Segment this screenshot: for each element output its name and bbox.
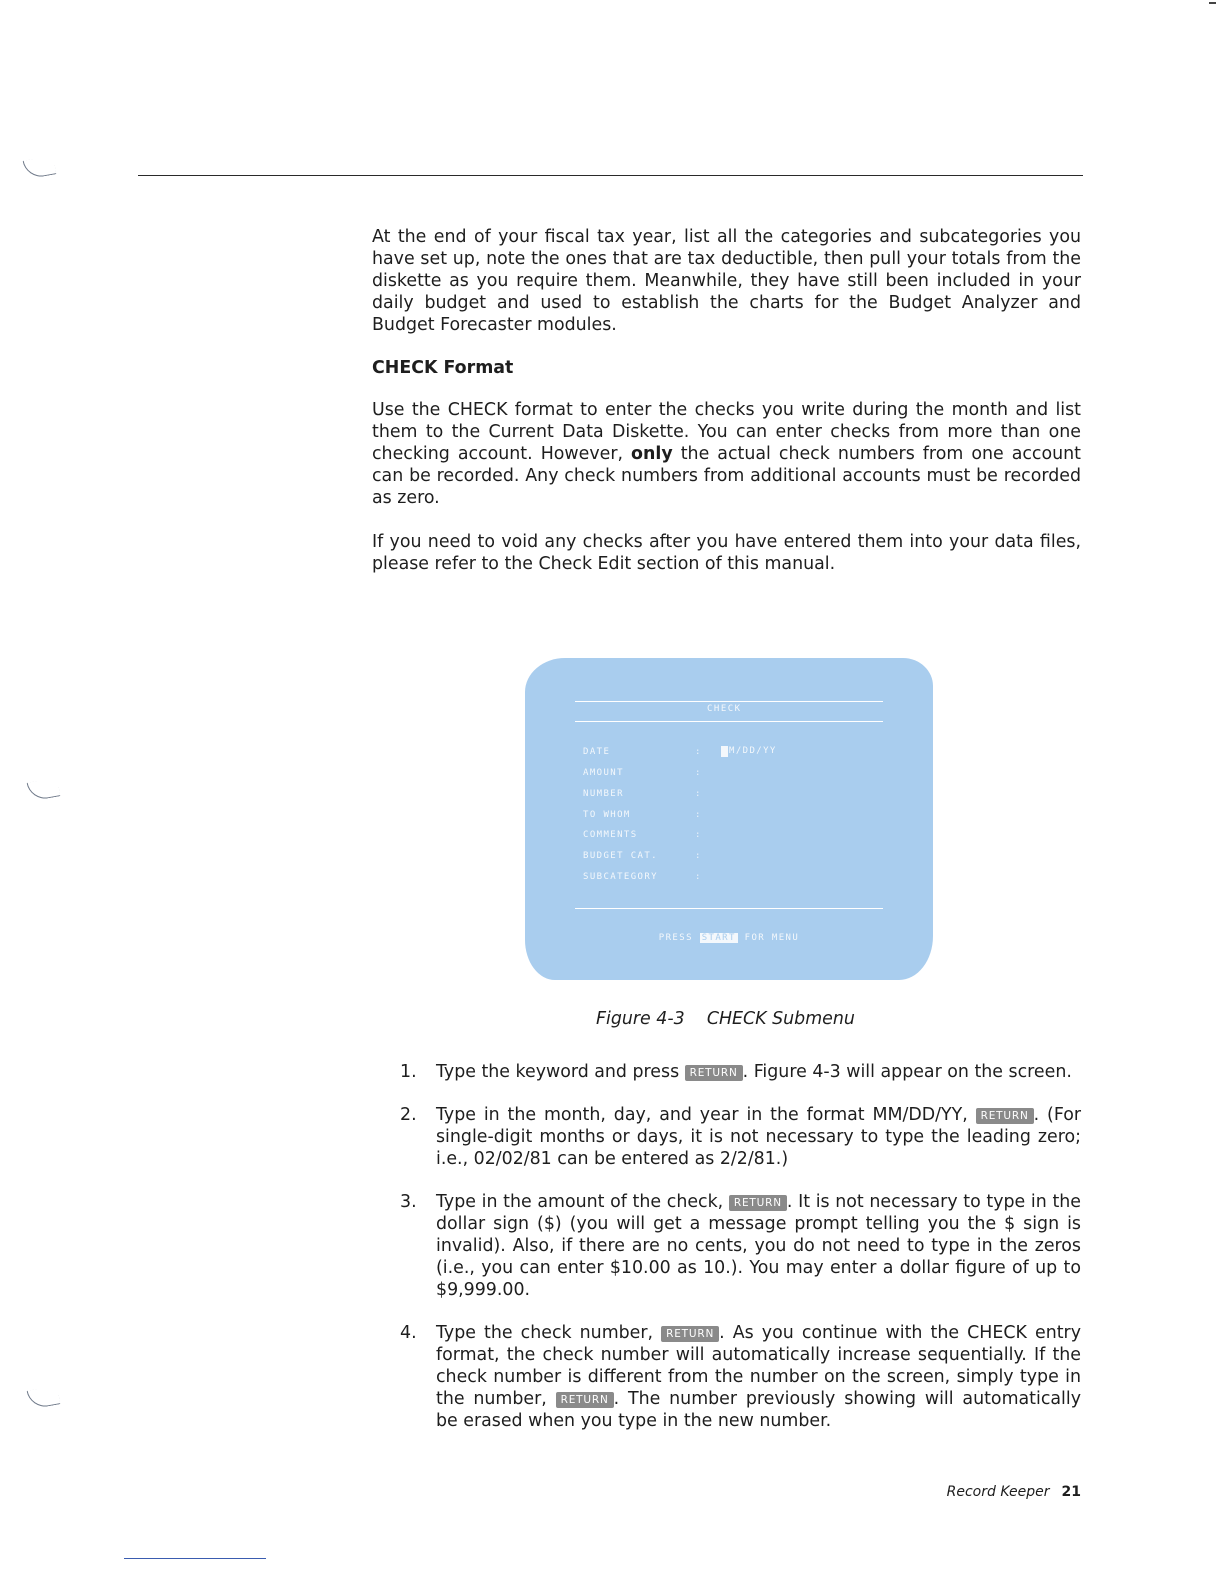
step-2-text-b: . (For single-digit months or days, it is not necessary to type the leading zero; i.e., 02/02/81 can be entered as 2/2/81.) bbox=[436, 1105, 1081, 1169]
step-item bbox=[400, 1192, 1081, 1302]
figure-number: Figure 4-3 bbox=[596, 1009, 685, 1029]
screen-title: CHECK bbox=[707, 704, 742, 714]
void-checks-paragraph: If you need to void any checks after you have entered them into your data files, please refer to the Check Edit section of this manual. bbox=[372, 532, 1081, 574]
binding-hole-mark-bottom bbox=[27, 1385, 61, 1409]
screen-rule-title bbox=[575, 721, 883, 722]
return-key-icon: RETURN bbox=[976, 1108, 1034, 1124]
step-text bbox=[436, 1062, 1081, 1084]
binding-hole-mark-middle bbox=[27, 777, 61, 801]
step-3-text-a: Type in the amount of the check, bbox=[436, 1192, 729, 1212]
binding-hole-mark-top bbox=[23, 155, 57, 179]
field-colon: : bbox=[695, 768, 701, 778]
section-heading: CHECK Format bbox=[372, 358, 514, 378]
step-number: 2. bbox=[400, 1105, 417, 1125]
screen-prompt bbox=[525, 933, 933, 943]
field-colon: : bbox=[695, 872, 701, 882]
step-text bbox=[436, 1105, 1081, 1171]
step-4-text-c: . The number previously showing will automatically be erased when you type in the new number. bbox=[436, 1388, 1081, 1431]
field-label-to-whom: TO WHOM bbox=[583, 810, 631, 820]
start-key: START bbox=[701, 933, 736, 943]
step-number: 3. bbox=[400, 1192, 417, 1212]
return-key-icon: RETURN bbox=[685, 1065, 743, 1081]
field-colon: : bbox=[695, 851, 701, 861]
text-cursor bbox=[721, 746, 728, 757]
page-footer bbox=[947, 1484, 1081, 1500]
prompt-press: PRESS bbox=[658, 933, 693, 943]
intro-block bbox=[372, 227, 1081, 337]
check-format-block bbox=[372, 400, 1081, 510]
step-2-text-a: Type in the month, day, and year in the format MM/DD/YY, bbox=[436, 1105, 976, 1125]
field-label-subcategory: SUBCATEGORY bbox=[583, 872, 659, 882]
step-1-text-a: Type the keyword and press bbox=[436, 1062, 685, 1082]
bottom-rule bbox=[124, 1558, 266, 1559]
corner-tick bbox=[1209, 2, 1216, 4]
step-4-text-b: . As you continue with the CHECK entry format, the check number will automatically increase sequentially. If the check number is different from the number on the screen, simply type in the number, bbox=[436, 1323, 1081, 1409]
return-key-icon: RETURN bbox=[556, 1392, 614, 1408]
field-colon: : bbox=[695, 830, 701, 840]
check-format-text-start: Use the CHECK format to enter the checks you write during the month and list them to the Current Data Diskette. You can enter checks from more than one checking account. However, bbox=[372, 400, 1081, 464]
step-item bbox=[400, 1323, 1081, 1433]
footer-title: Record Keeper bbox=[946, 1484, 1050, 1500]
return-key-icon: RETURN bbox=[729, 1195, 787, 1211]
emphasis-only: only bbox=[631, 443, 673, 464]
return-key-icon: RETURN bbox=[661, 1326, 719, 1342]
check-format-paragraph bbox=[372, 400, 1081, 510]
field-label-number: NUMBER bbox=[583, 789, 624, 799]
field-label-budget-cat: BUDGET CAT. bbox=[583, 851, 659, 861]
intro-paragraph: At the end of your fiscal tax year, list all the categories and subcategories you have set up, note the ones that are tax deductible, then pull your totals from the diskette as you require them. Meanwhile, they have still been included in your daily budget and used to establish the charts for the Budget Analyzer and Budget Forecaster modules. bbox=[372, 227, 1081, 335]
screen-rule-top bbox=[575, 701, 883, 702]
step-text bbox=[436, 1323, 1081, 1433]
step-number: 4. bbox=[400, 1323, 417, 1343]
step-number: 1. bbox=[400, 1062, 417, 1082]
step-4-text-a: Type the check number, bbox=[436, 1323, 662, 1343]
screen-rule-bottom bbox=[575, 908, 883, 909]
field-label-amount: AMOUNT bbox=[583, 768, 624, 778]
date-field-value: M/DD/YY bbox=[729, 746, 777, 756]
top-rule bbox=[138, 175, 1083, 176]
step-text bbox=[436, 1192, 1081, 1302]
figure-caption bbox=[596, 1009, 855, 1029]
prompt-for-menu: FOR MENU bbox=[744, 933, 800, 943]
field-colon: : bbox=[695, 810, 701, 820]
field-colon: : bbox=[695, 789, 701, 799]
field-label-date: DATE bbox=[583, 747, 611, 757]
figure-title: CHECK Submenu bbox=[706, 1009, 855, 1029]
step-item bbox=[400, 1105, 1081, 1171]
step-3-text-b: . It is not necessary to type in the dollar sign ($) (you will get a message prompt telling you the $ sign is invalid). Also, if there are no cents, you do not need to type in the zeros (i.e., you can enter $10.00 as 10.). You may enter a dollar figure of up to $9,999.00. bbox=[436, 1192, 1081, 1300]
field-colon: : bbox=[695, 747, 701, 757]
check-format-text-end: the actual check numbers from one account can be recorded. Any check numbers from additional accounts must be recorded as zero. bbox=[372, 443, 1081, 508]
step-1-text-b: . Figure 4-3 will appear on the screen. bbox=[742, 1062, 1072, 1082]
page-number: 21 bbox=[1061, 1484, 1081, 1500]
void-block bbox=[372, 532, 1081, 576]
check-submenu-screen bbox=[525, 658, 933, 980]
step-item bbox=[400, 1062, 1081, 1084]
field-label-comments: COMMENTS bbox=[583, 830, 638, 840]
